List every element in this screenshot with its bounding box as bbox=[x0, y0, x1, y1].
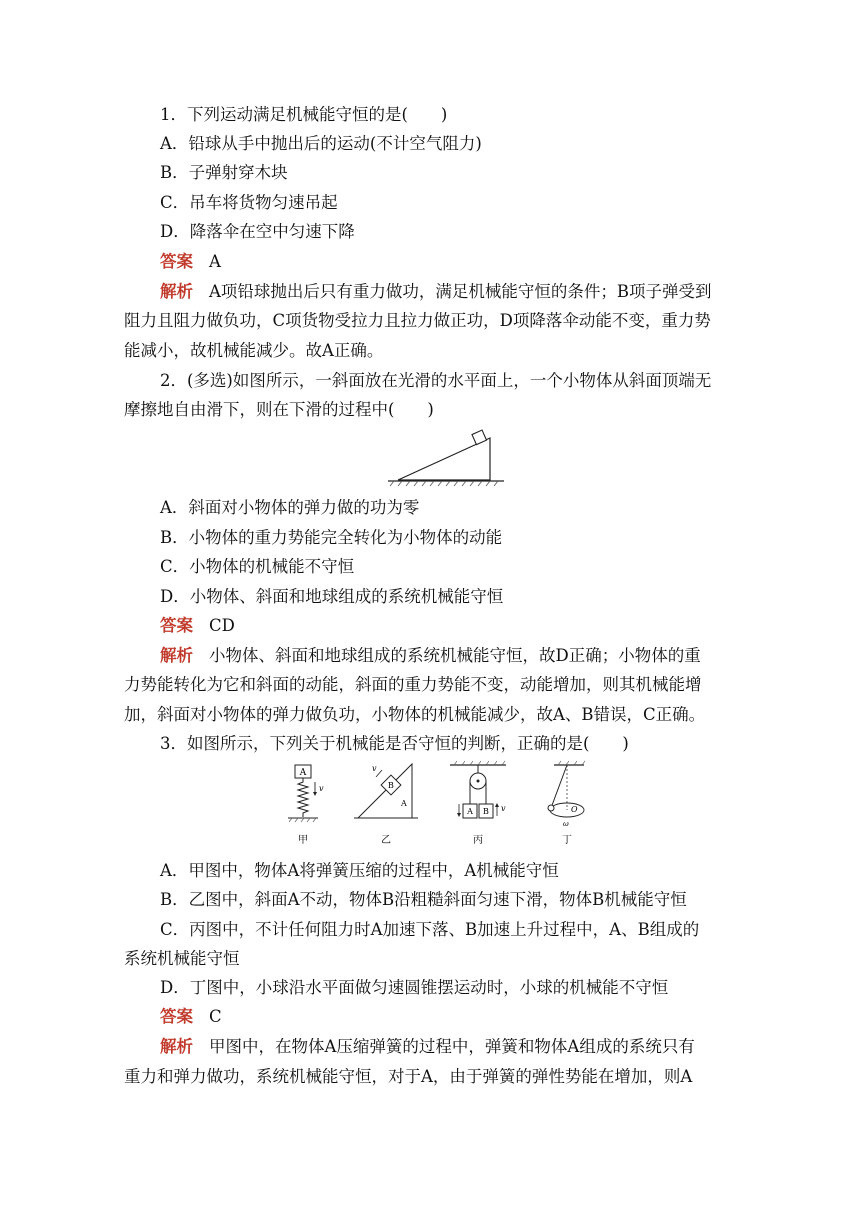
q1-answer bbox=[160, 251, 772, 273]
q3-option-c-line-2: 系统机械能守恒 bbox=[124, 949, 240, 968]
velocity-label: v bbox=[501, 804, 506, 813]
caption-ding: 丁 bbox=[562, 835, 572, 846]
answer-value: A bbox=[209, 252, 221, 271]
block-b-label: B bbox=[388, 781, 394, 790]
figure-ding bbox=[548, 761, 585, 846]
q1-analysis-line-2: 阻力且阻力做负功，C项货物受拉力且拉力做正功，D项降落伞动能不变，重力势 bbox=[124, 311, 711, 330]
q2-option-d: D．小物体、斜面和地球组成的系统机械能守恒 bbox=[160, 587, 504, 606]
q2-stem-line-1: 2．(多选)如图所示，一斜面放在光滑的水平面上，一个小物体从斜面顶端无 bbox=[160, 371, 712, 390]
analysis-text: A项铅球抛出后只有重力做功，满足机械能守恒的条件；B项子弹受到 bbox=[209, 282, 712, 301]
q1-stem: 1．下列运动满足机械能守恒的是( ) bbox=[160, 105, 448, 124]
mechanics-figures bbox=[282, 760, 588, 856]
q2-analysis-line-2: 力势能转化为它和斜面的动能，斜面的重力势能不变，动能增加，则其机械能增 bbox=[124, 675, 702, 694]
velocity-label: v bbox=[319, 784, 324, 793]
q3-option-b: B．乙图中，斜面A不动，物体B沿粗糙斜面匀速下滑，物体B机械能守恒 bbox=[160, 890, 687, 909]
q2-analysis-line-3: 加，斜面对小物体的弹力做负功，小物体的机械能减少，故A、B错误，C正确。 bbox=[124, 705, 706, 724]
q2-analysis-line-1 bbox=[160, 645, 736, 667]
q1-analysis-line-3: 能减小，故机械能减少。故A正确。 bbox=[124, 341, 384, 360]
q2-answer bbox=[160, 615, 772, 637]
q1-option-c: C．吊车将货物匀速吊起 bbox=[160, 193, 338, 212]
q3-stem: 3．如图所示，下列关于机械能是否守恒的判断，正确的是( ) bbox=[160, 734, 629, 753]
center-o-label: O bbox=[571, 805, 578, 814]
q3-answer bbox=[160, 1006, 772, 1028]
block-b-label: B bbox=[483, 807, 489, 816]
block-a-label: A bbox=[299, 768, 307, 778]
q1-option-a: A．铅球从手中抛出后的运动(不计空气阻力) bbox=[160, 134, 482, 153]
block-a-label: A bbox=[467, 807, 473, 816]
q3-option-c-line-1: C．丙图中，不计任何阻力时A加速下落、B加速上升过程中，A、B组成的 bbox=[160, 920, 700, 939]
analysis-label: 解析 bbox=[160, 1037, 193, 1056]
q3-analysis-line-1 bbox=[160, 1036, 736, 1058]
figure-yi bbox=[354, 764, 418, 846]
q2-option-b: B．小物体的重力势能完全转化为小物体的动能 bbox=[160, 528, 503, 547]
answer-value: CD bbox=[209, 616, 235, 635]
answer-label: 答案 bbox=[160, 252, 193, 271]
analysis-label: 解析 bbox=[160, 282, 193, 301]
q2-option-c: C．小物体的机械能不守恒 bbox=[160, 557, 355, 576]
incline-a-label: A bbox=[401, 799, 407, 808]
caption-bing: 丙 bbox=[473, 835, 483, 846]
omega-label: ω bbox=[563, 820, 569, 828]
analysis-text: 甲图中，在物体A压缩弹簧的过程中，弹簧和物体A组成的系统只有 bbox=[209, 1037, 695, 1056]
analysis-label: 解析 bbox=[160, 646, 193, 665]
answer-label: 答案 bbox=[160, 1007, 193, 1026]
q2-option-a: A．斜面对小物体的弹力做的功为零 bbox=[160, 498, 420, 517]
q1-analysis-line-1 bbox=[160, 281, 736, 303]
velocity-label: v bbox=[372, 764, 377, 773]
q1-option-b: B．子弹射穿木块 bbox=[160, 163, 288, 182]
q1-option-d: D．降落伞在空中匀速下降 bbox=[160, 222, 355, 241]
caption-yi: 乙 bbox=[381, 835, 391, 846]
q3-option-a: A．甲图中，物体A将弹簧压缩的过程中，A机械能守恒 bbox=[160, 861, 559, 880]
figure-jia bbox=[288, 765, 324, 846]
caption-jia: 甲 bbox=[298, 835, 308, 846]
answer-value: C bbox=[209, 1007, 222, 1026]
incline-figure bbox=[386, 424, 510, 492]
answer-label: 答案 bbox=[160, 616, 193, 635]
q3-option-d: D．丁图中，小球沿水平面做匀速圆锥摆运动时，小球的机械能不守恒 bbox=[160, 978, 669, 997]
q2-stem-line-2: 摩擦地自由滑下，则在下滑的过程中( ) bbox=[124, 400, 434, 419]
analysis-text: 小物体、斜面和地球组成的系统机械能守恒，故D正确；小物体的重 bbox=[209, 646, 701, 665]
q3-analysis-line-2: 重力和弹力做功，系统机械能守恒，对于A，由于弹簧的弹性势能在增加，则A bbox=[124, 1067, 693, 1086]
figure-bing bbox=[450, 761, 506, 846]
